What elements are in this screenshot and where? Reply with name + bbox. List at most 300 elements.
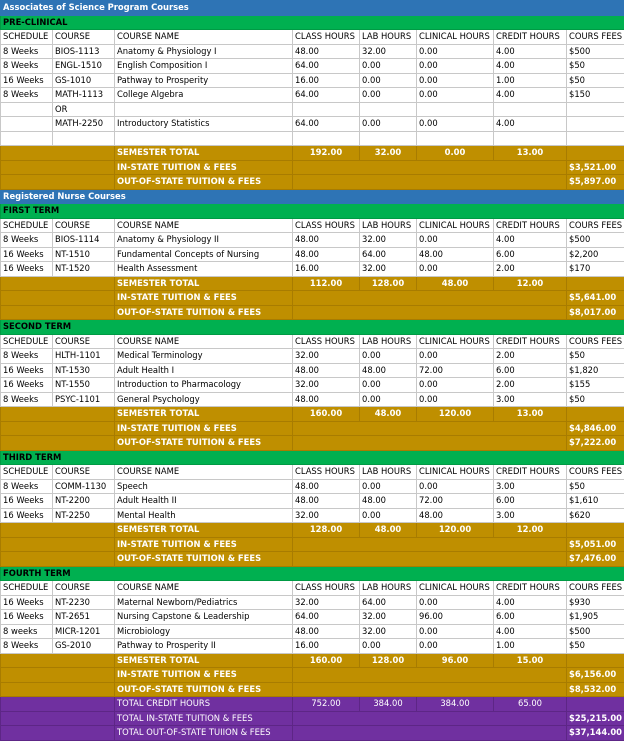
course-cell: Adult Health I <box>115 363 293 378</box>
course-cell: 32.00 <box>360 610 417 625</box>
course-row <box>1 508 624 523</box>
course-cell <box>1 131 53 146</box>
course-cell: NT-2230 <box>53 595 115 610</box>
course-cell: 0.00 <box>417 639 494 654</box>
course-cell: Mental Health <box>115 508 293 523</box>
course-cell: $1,820 <box>567 363 624 378</box>
total-credit-hours: 15.00 <box>494 653 567 668</box>
course-cell: 0.00 <box>360 88 417 103</box>
total-class-hours: 192.00 <box>293 146 360 161</box>
course-cell <box>1 117 53 132</box>
blank-cell <box>293 552 567 567</box>
course-cell: 16 Weeks <box>1 363 53 378</box>
course-cell: 32.00 <box>360 44 417 59</box>
blank-cell <box>1 146 115 161</box>
course-cell: 32.00 <box>360 624 417 639</box>
blank-cell <box>1 653 115 668</box>
in-state-label: IN-STATE TUITION & FEES <box>115 668 293 683</box>
course-cell: 8 Weeks <box>1 479 53 494</box>
blank-cell <box>567 146 624 161</box>
blank-cell <box>567 653 624 668</box>
grand-lab-hours: 384.00 <box>360 697 417 712</box>
course-cell <box>567 117 624 132</box>
column-header: COURSE NAME <box>115 334 293 349</box>
column-header-row <box>1 465 624 480</box>
section-row <box>1 320 624 335</box>
course-row <box>1 494 624 509</box>
course-cell: 48.00 <box>293 247 360 262</box>
course-cell: $50 <box>567 349 624 364</box>
course-cell: 16 Weeks <box>1 508 53 523</box>
out-state-value: $5,897.00 <box>567 175 624 190</box>
course-cell: 32.00 <box>360 262 417 277</box>
blank-cell <box>1 175 115 190</box>
section-title: FOURTH TERM <box>1 566 624 581</box>
semester-total-row <box>1 146 624 161</box>
course-cell <box>293 102 360 117</box>
blank-cell <box>293 711 567 726</box>
blank-cell <box>1 726 115 741</box>
column-header: CLINICAL HOURS <box>417 334 494 349</box>
total-class-hours: 112.00 <box>293 276 360 291</box>
course-cell: GS-2010 <box>53 639 115 654</box>
semester-total-row <box>1 523 624 538</box>
course-cell: $500 <box>567 624 624 639</box>
column-header: COURS FEES <box>567 30 624 45</box>
course-row <box>1 349 624 364</box>
course-row <box>1 610 624 625</box>
out-state-fee-row <box>1 436 624 451</box>
course-cell: Fundamental Concepts of Nursing <box>115 247 293 262</box>
course-cell: Introductory Statistics <box>115 117 293 132</box>
in-state-fee-row <box>1 160 624 175</box>
course-cell: 32.00 <box>360 233 417 248</box>
course-cell: NT-1510 <box>53 247 115 262</box>
course-cell: MICR-1201 <box>53 624 115 639</box>
course-cell: Maternal Newborn/Pediatrics <box>115 595 293 610</box>
course-cell: $1,905 <box>567 610 624 625</box>
course-cell: 8 Weeks <box>1 349 53 364</box>
in-state-label: IN-STATE TUITION & FEES <box>115 537 293 552</box>
course-cell: $155 <box>567 378 624 393</box>
blank-cell <box>293 160 567 175</box>
column-header: COURSE <box>53 30 115 45</box>
column-header: CLASS HOURS <box>293 581 360 596</box>
course-cell: 0.00 <box>360 508 417 523</box>
in-state-fee-row <box>1 291 624 306</box>
course-cell: 4.00 <box>494 233 567 248</box>
semester-total-label: SEMESTER TOTAL <box>115 146 293 161</box>
column-header: CLASS HOURS <box>293 334 360 349</box>
column-header-row <box>1 30 624 45</box>
course-cell: 0.00 <box>360 117 417 132</box>
blank-cell <box>1 421 115 436</box>
course-row <box>1 247 624 262</box>
course-cell: NT-1520 <box>53 262 115 277</box>
blank-cell <box>1 436 115 451</box>
total-out-state-row <box>1 726 624 741</box>
in-state-label: IN-STATE TUITION & FEES <box>115 160 293 175</box>
blank-cell <box>293 305 567 320</box>
course-row <box>1 595 624 610</box>
course-cell: NT-2651 <box>53 610 115 625</box>
course-cell: BIOS-1113 <box>53 44 115 59</box>
course-cell: 4.00 <box>494 117 567 132</box>
column-header: CLASS HOURS <box>293 30 360 45</box>
course-cell: 16 Weeks <box>1 73 53 88</box>
course-cell: 0.00 <box>417 44 494 59</box>
course-cell: 6.00 <box>494 610 567 625</box>
total-clinical-hours: 0.00 <box>417 146 494 161</box>
course-cell: 0.00 <box>417 262 494 277</box>
course-cell: $170 <box>567 262 624 277</box>
course-cell: 48.00 <box>293 479 360 494</box>
column-header: CREDIT HOURS <box>494 334 567 349</box>
out-state-fee-row <box>1 682 624 697</box>
course-cell: 16 Weeks <box>1 610 53 625</box>
in-state-value: $5,641.00 <box>567 291 624 306</box>
blank-cell <box>567 523 624 538</box>
column-header: CLINICAL HOURS <box>417 30 494 45</box>
semester-total-row <box>1 653 624 668</box>
column-header-row <box>1 334 624 349</box>
section-row <box>1 204 624 219</box>
blank-cell <box>1 160 115 175</box>
total-in-state-value: $25,215.00 <box>567 711 624 726</box>
course-cell: 8 Weeks <box>1 59 53 74</box>
course-row <box>1 88 624 103</box>
total-out-state-value: $37,144.00 <box>567 726 624 741</box>
course-cell: 6.00 <box>494 247 567 262</box>
column-header: CREDIT HOURS <box>494 465 567 480</box>
course-cell: 48.00 <box>293 233 360 248</box>
column-header: COURSE <box>53 581 115 596</box>
blank-cell <box>293 726 567 741</box>
course-cell: 4.00 <box>494 595 567 610</box>
course-cell: 0.00 <box>417 479 494 494</box>
out-state-label: OUT-OF-STATE TUITION & FEES <box>115 682 293 697</box>
column-header: CREDIT HOURS <box>494 218 567 233</box>
column-header: COURS FEES <box>567 581 624 596</box>
column-header: SCHEDULE <box>1 581 53 596</box>
course-cell <box>417 102 494 117</box>
total-class-hours: 160.00 <box>293 407 360 422</box>
column-header: CLASS HOURS <box>293 465 360 480</box>
course-cell: 16 Weeks <box>1 262 53 277</box>
course-cell: 2.00 <box>494 378 567 393</box>
out-state-label: OUT-OF-STATE TUITION & FEES <box>115 175 293 190</box>
course-cell: $50 <box>567 59 624 74</box>
course-cell: 2.00 <box>494 349 567 364</box>
course-cell <box>1 102 53 117</box>
course-row <box>1 363 624 378</box>
course-cell: NT-2200 <box>53 494 115 509</box>
section-row <box>1 15 624 30</box>
course-row <box>1 479 624 494</box>
course-cell: 0.00 <box>417 349 494 364</box>
course-cell: GS-1010 <box>53 73 115 88</box>
course-row <box>1 73 624 88</box>
course-cell <box>360 131 417 146</box>
blank-cell <box>293 421 567 436</box>
blank-cell <box>293 537 567 552</box>
section-row <box>1 450 624 465</box>
course-cell: 64.00 <box>360 595 417 610</box>
course-cell: 48.00 <box>417 508 494 523</box>
total-lab-hours: 32.00 <box>360 146 417 161</box>
course-cell: $930 <box>567 595 624 610</box>
course-cell: Pathway to Prosperity <box>115 73 293 88</box>
course-cell <box>494 102 567 117</box>
course-cell: Adult Health II <box>115 494 293 509</box>
column-header: CREDIT HOURS <box>494 581 567 596</box>
blank-cell <box>293 436 567 451</box>
course-cell: 16.00 <box>293 639 360 654</box>
course-cell: 32.00 <box>293 595 360 610</box>
course-cell: Medical Terminology <box>115 349 293 364</box>
course-cell <box>293 131 360 146</box>
course-cell: 3.00 <box>494 508 567 523</box>
out-state-value: $8,017.00 <box>567 305 624 320</box>
course-cell: 48.00 <box>293 363 360 378</box>
course-row <box>1 378 624 393</box>
out-state-label: OUT-OF-STATE TUITION & FEES <box>115 305 293 320</box>
blank-cell <box>1 711 115 726</box>
column-header: CREDIT HOURS <box>494 30 567 45</box>
semester-total-label: SEMESTER TOTAL <box>115 407 293 422</box>
in-state-value: $5,051.00 <box>567 537 624 552</box>
course-row <box>1 117 624 132</box>
course-cell: 16.00 <box>293 262 360 277</box>
course-cell: 16 Weeks <box>1 494 53 509</box>
course-cell <box>494 131 567 146</box>
course-cell: 0.00 <box>360 349 417 364</box>
course-cell: $500 <box>567 233 624 248</box>
course-cell: $50 <box>567 639 624 654</box>
blank-cell <box>1 682 115 697</box>
course-cell: $50 <box>567 392 624 407</box>
column-header: COURS FEES <box>567 218 624 233</box>
course-cell: Anatomy & Physiology II <box>115 233 293 248</box>
out-state-fee-row <box>1 305 624 320</box>
section-title: PRE-CLINICAL <box>1 15 624 30</box>
in-state-label: IN-STATE TUITION & FEES <box>115 291 293 306</box>
course-cell: 2.00 <box>494 262 567 277</box>
course-cell <box>417 131 494 146</box>
course-cell: 48.00 <box>293 624 360 639</box>
blank-cell <box>293 291 567 306</box>
column-header: COURSE <box>53 334 115 349</box>
course-cell: 0.00 <box>360 639 417 654</box>
course-cell: 32.00 <box>293 378 360 393</box>
total-credit-hours: 13.00 <box>494 146 567 161</box>
column-header: SCHEDULE <box>1 30 53 45</box>
blank-cell <box>1 305 115 320</box>
blank-cell <box>567 407 624 422</box>
course-cell: College Algebra <box>115 88 293 103</box>
in-state-fee-row <box>1 421 624 436</box>
course-cell: 8 Weeks <box>1 639 53 654</box>
in-state-label: IN-STATE TUITION & FEES <box>115 421 293 436</box>
column-header: COURSE <box>53 218 115 233</box>
course-row <box>1 131 624 146</box>
course-cell: 3.00 <box>494 392 567 407</box>
program-title: Associates of Science Program Courses <box>1 1 624 16</box>
total-in-state-label: TOTAL IN-STATE TUITION & FEES <box>115 711 293 726</box>
semester-total-label: SEMESTER TOTAL <box>115 653 293 668</box>
column-header: COURSE NAME <box>115 465 293 480</box>
course-cell: English Composition I <box>115 59 293 74</box>
out-state-fee-row <box>1 175 624 190</box>
course-cell: 0.00 <box>417 624 494 639</box>
course-row <box>1 392 624 407</box>
course-cell: Anatomy & Physiology I <box>115 44 293 59</box>
course-cell: 0.00 <box>360 378 417 393</box>
course-row <box>1 59 624 74</box>
grand-credit-hours: 65.00 <box>494 697 567 712</box>
course-cell: General Psychology <box>115 392 293 407</box>
total-class-hours: 128.00 <box>293 523 360 538</box>
course-row <box>1 262 624 277</box>
course-cell: Introduction to Pharmacology <box>115 378 293 393</box>
blank-cell <box>1 523 115 538</box>
course-cell: BIOS-1114 <box>53 233 115 248</box>
semester-total-label: SEMESTER TOTAL <box>115 523 293 538</box>
grand-class-hours: 752.00 <box>293 697 360 712</box>
course-cell: 1.00 <box>494 639 567 654</box>
course-cell: 0.00 <box>360 59 417 74</box>
blank-cell <box>1 668 115 683</box>
total-credit-hours: 13.00 <box>494 407 567 422</box>
course-cell: 0.00 <box>360 479 417 494</box>
course-cell: 4.00 <box>494 44 567 59</box>
course-cell: 16 Weeks <box>1 595 53 610</box>
column-header: CLINICAL HOURS <box>417 581 494 596</box>
total-clinical-hours: 120.00 <box>417 523 494 538</box>
course-cell: $50 <box>567 479 624 494</box>
course-cell: 0.00 <box>417 88 494 103</box>
total-clinical-hours: 48.00 <box>417 276 494 291</box>
out-state-label: OUT-OF-STATE TUITION & FEES <box>115 436 293 451</box>
course-cell <box>567 102 624 117</box>
course-cell: 72.00 <box>417 363 494 378</box>
blank-cell <box>1 291 115 306</box>
course-cell: $620 <box>567 508 624 523</box>
course-cell <box>53 131 115 146</box>
course-row <box>1 102 624 117</box>
blank-cell <box>293 668 567 683</box>
course-cell <box>115 131 293 146</box>
course-cell: 72.00 <box>417 494 494 509</box>
blank-cell <box>1 276 115 291</box>
blank-cell <box>1 552 115 567</box>
rn-title: Registered Nurse Courses <box>1 189 624 204</box>
in-state-value: $4,846.00 <box>567 421 624 436</box>
total-clinical-hours: 96.00 <box>417 653 494 668</box>
column-header: CLINICAL HOURS <box>417 465 494 480</box>
course-cell: OR <box>53 102 115 117</box>
out-state-label: OUT-OF-STATE TUITION & FEES <box>115 552 293 567</box>
course-cell: 0.00 <box>417 117 494 132</box>
blank-cell <box>1 407 115 422</box>
in-state-fee-row <box>1 537 624 552</box>
course-cell: 64.00 <box>293 610 360 625</box>
course-cell: 48.00 <box>360 363 417 378</box>
column-header: LAB HOURS <box>360 218 417 233</box>
total-in-state-row <box>1 711 624 726</box>
total-lab-hours: 128.00 <box>360 653 417 668</box>
semester-total-label: SEMESTER TOTAL <box>115 276 293 291</box>
column-header: LAB HOURS <box>360 334 417 349</box>
course-cell: 48.00 <box>360 494 417 509</box>
column-header: SCHEDULE <box>1 218 53 233</box>
column-header: COURSE NAME <box>115 581 293 596</box>
course-cell: 32.00 <box>293 349 360 364</box>
in-state-value: $6,156.00 <box>567 668 624 683</box>
column-header: LAB HOURS <box>360 581 417 596</box>
course-cell: NT-1550 <box>53 378 115 393</box>
course-cell: PSYC-1101 <box>53 392 115 407</box>
course-cell: 4.00 <box>494 59 567 74</box>
column-header: SCHEDULE <box>1 334 53 349</box>
section-title: THIRD TERM <box>1 450 624 465</box>
course-cell: Pathway to Prosperity II <box>115 639 293 654</box>
column-header: LAB HOURS <box>360 465 417 480</box>
course-cell <box>115 102 293 117</box>
course-cell: Health Assessment <box>115 262 293 277</box>
total-credit-label: TOTAL CREDIT HOURS <box>115 697 293 712</box>
course-cell: $150 <box>567 88 624 103</box>
course-cell: 0.00 <box>360 392 417 407</box>
column-header: COURSE <box>53 465 115 480</box>
course-cell: 0.00 <box>417 378 494 393</box>
course-cell: MATH-1113 <box>53 88 115 103</box>
out-state-value: $7,476.00 <box>567 552 624 567</box>
total-out-state-label: TOTAL OUT-OF-STATE TUIION & FEES <box>115 726 293 741</box>
course-cell: 4.00 <box>494 88 567 103</box>
blank-cell <box>293 682 567 697</box>
section-title: FIRST TERM <box>1 204 624 219</box>
course-row <box>1 639 624 654</box>
out-state-fee-row <box>1 552 624 567</box>
section-row <box>1 566 624 581</box>
course-cell: 64.00 <box>293 117 360 132</box>
course-cell: 64.00 <box>293 88 360 103</box>
course-cell: 0.00 <box>417 73 494 88</box>
course-cell: 0.00 <box>417 595 494 610</box>
course-cell: $2,200 <box>567 247 624 262</box>
out-state-value: $7,222.00 <box>567 436 624 451</box>
out-state-value: $8,532.00 <box>567 682 624 697</box>
in-state-value: $3,521.00 <box>567 160 624 175</box>
semester-total-row <box>1 407 624 422</box>
column-header: SCHEDULE <box>1 465 53 480</box>
course-cell: $500 <box>567 44 624 59</box>
course-cell: 0.00 <box>417 392 494 407</box>
course-cell: MATH-2250 <box>53 117 115 132</box>
course-cell: Nursing Capstone & Leadership <box>115 610 293 625</box>
total-credit-hours: 12.00 <box>494 276 567 291</box>
course-cell: 1.00 <box>494 73 567 88</box>
column-header: COURS FEES <box>567 334 624 349</box>
in-state-fee-row <box>1 668 624 683</box>
course-cell <box>567 131 624 146</box>
course-cell: 6.00 <box>494 494 567 509</box>
course-row <box>1 44 624 59</box>
course-cell: 48.00 <box>417 247 494 262</box>
column-header: COURSE NAME <box>115 30 293 45</box>
course-cell: 48.00 <box>293 494 360 509</box>
